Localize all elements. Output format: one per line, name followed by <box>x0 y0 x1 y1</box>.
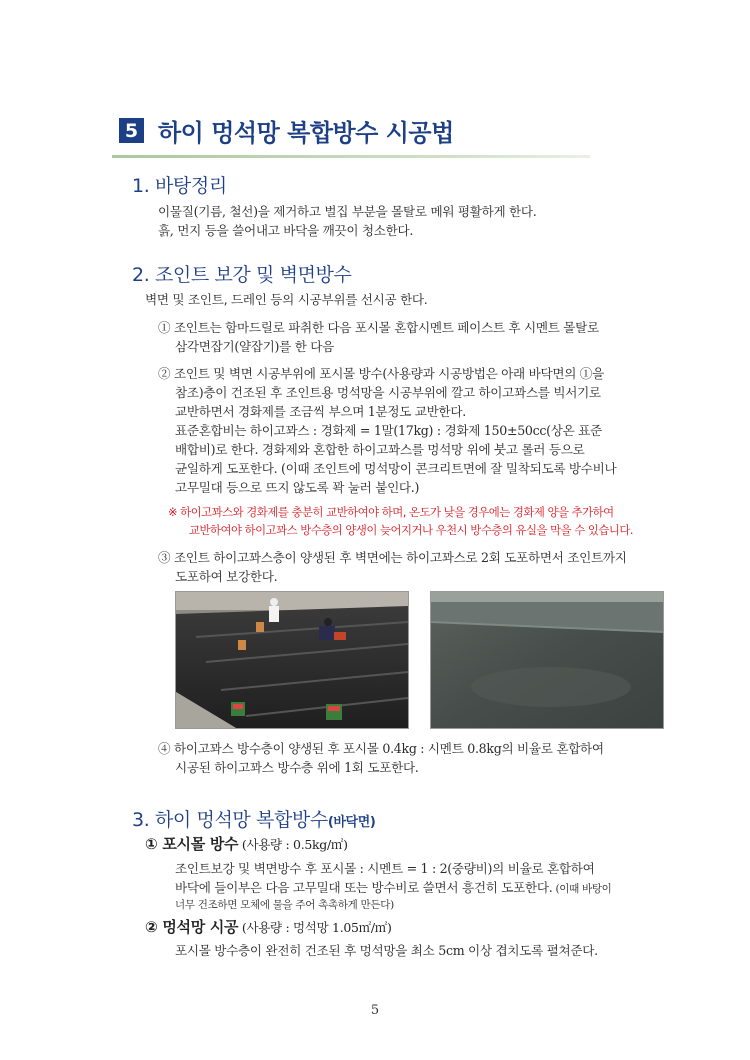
warning-note-line-1: ※ 하이고꽈스와 경화제를 충분히 교반하여야 하며, 온도가 낮을 경우에는 경화제 양을 추가하여 <box>168 505 614 519</box>
joint-work-photo <box>175 591 409 729</box>
section-title-text: 하이 멍석망 복합방수 시공법 <box>158 119 454 147</box>
item3-line-1: ③ 조인트 하이고꽈스층이 양생된 후 벽면에는 하이고꽈스로 2회 도포하면서 조인트까지 <box>158 550 627 565</box>
heading-joint-reinforcement: 2. 조인트 보강 및 벽면방수 <box>132 264 352 286</box>
page-number: 5 <box>370 1003 380 1018</box>
joint-intro: 벽면 및 조인트, 드레인 등의 시공부위를 선시공 한다. <box>145 292 428 307</box>
item2-line-1: ② 조인트 및 벽면 시공부위에 포시몰 방수(사용량과 시공방법은 아래 바닥면의 ①을 <box>158 366 604 381</box>
item4-line-2: 시공된 하이고꽈스 방수층 위에 1회 도포한다. <box>175 760 419 775</box>
item1-line-2: 삼각면잡기(얄잡기)를 한 다음 <box>175 339 335 354</box>
heading-composite-suffix: (바닥면) <box>327 815 376 830</box>
section-number-badge: 5 <box>119 118 144 143</box>
item2-line-6: 균일하게 도포한다. (이때 조인트에 멍석망이 콘크리트면에 잘 밀착되도록 방수비나 <box>175 461 617 476</box>
mat-usage: (사용량 : 멍석망 1.05㎡/㎡) <box>238 920 392 935</box>
heading-composite-main: 3. 하이 멍석망 복합방수 <box>132 809 328 831</box>
posimol-title: ① 포시몰 방수 <box>145 835 239 853</box>
posimol-line-2-small: (이때 바탕이 <box>552 883 612 895</box>
item2-line-3: 교반하면서 경화제를 조금씩 부으며 1분정도 교반한다. <box>175 404 466 419</box>
posimol-line-2-main: 바닥에 들이부은 다음 고무밀대 또는 방수비로 쓸면서 흥건히 도포한다. <box>175 880 553 895</box>
surface-prep-line-2: 흙, 먼지 등을 쓸어내고 바닥을 깨끗이 청소한다. <box>158 223 414 238</box>
joint-work-photo-illustration <box>176 592 408 728</box>
item2-line-7: 고무밀대 등으로 뜨지 않도록 꽉 눌러 붙인다.) <box>175 480 420 495</box>
sub-heading-posimol <box>145 833 348 854</box>
mat-line-1: 포시몰 방수층이 완전히 건조된 후 멍석망을 최소 5cm 이상 겹치도록 펼쳐준다. <box>175 943 598 958</box>
warning-note-line-2: 교반하여야 하이고꽈스 방수층의 양생이 늦어지거나 우천시 방수층의 유실을 막을 수 있습니다. <box>189 523 633 537</box>
item2-line-2: 참조)층이 건조된 후 조인트용 멍석망을 시공부위에 깔고 하이고꽈스를 빅서기로 <box>175 385 601 400</box>
title-divider <box>112 155 590 158</box>
section-title <box>119 113 454 148</box>
posimol-line-2 <box>175 878 612 899</box>
item2-line-5: 배합비)로 한다. 경화제와 혼합한 하이고꽈스를 멍석망 위에 붓고 롤러 등으로 <box>175 442 585 457</box>
sub-heading-mat <box>145 916 392 937</box>
mat-title: ② 멍석망 시공 <box>145 918 239 936</box>
posimol-line-3: 너무 건조하면 모체에 물을 주어 촉촉하게 만든다) <box>175 899 394 911</box>
posimol-usage: (사용량 : 0.5kg/㎡) <box>238 837 348 852</box>
wall-coating-photo <box>430 591 664 729</box>
surface-prep-line-1: 이물질(기름, 철선)을 제거하고 벌집 부분을 몰탈로 메워 평활하게 한다. <box>158 204 537 219</box>
item2-line-4: 표준혼합비는 하이고꽈스 : 경화제 = 1말(17kg) : 경화제 150±50cc(상온 표준 <box>175 423 602 438</box>
heading-composite-waterproofing <box>132 805 375 832</box>
posimol-line-1: 조인트보강 및 벽면방수 후 포시몰 : 시멘트 = 1 : 2(중량비)의 비율로 혼합하여 <box>175 861 595 876</box>
heading-surface-prep: 1. 바탕정리 <box>132 175 227 197</box>
wall-coating-photo-illustration <box>431 592 663 728</box>
item3-line-2: 도포하여 보강한다. <box>175 569 278 584</box>
item4-line-1: ④ 하이고꽈스 방수층이 양생된 후 포시몰 0.4kg : 시멘트 0.8kg의 비율로 혼합하여 <box>158 741 604 756</box>
item1-line-1: ① 조인트는 함마드릴로 파취한 다음 포시몰 혼합시멘트 페이스트 후 시멘트 몰탈로 <box>158 320 599 335</box>
